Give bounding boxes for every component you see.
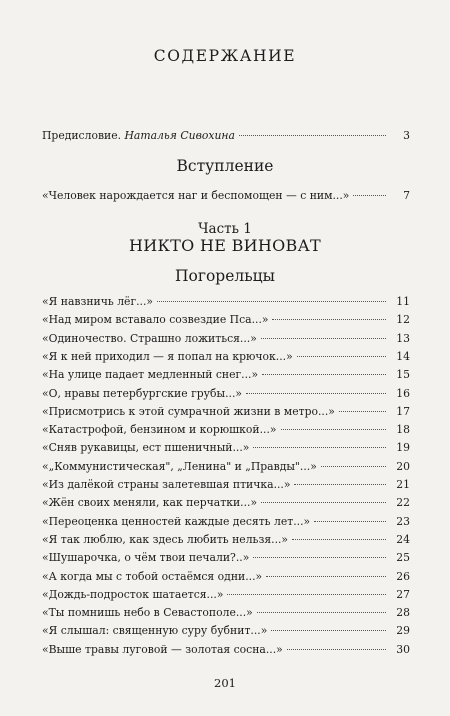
toc-page-number: 19	[396, 441, 410, 455]
toc-entry[interactable]	[42, 348, 410, 366]
toc-entry-title: «Над миром вставало созвездие Пса...»	[42, 313, 269, 327]
dot-leader	[281, 429, 386, 430]
toc-entry-title: «Дождь-подросток шатается...»	[42, 587, 224, 601]
dot-leader	[297, 356, 386, 357]
dot-leader	[287, 649, 386, 650]
toc-page-number: 16	[396, 386, 410, 400]
preface-author: Наталья Сивохина	[124, 129, 235, 142]
toc-entry-title: «Жён своих меняли, как перчатки...»	[42, 496, 258, 510]
page-number: 201	[214, 676, 236, 690]
dot-leader	[314, 521, 386, 522]
toc-entry-title: «Я так люблю, как здесь любить нельзя...»	[42, 532, 289, 546]
dot-leader	[157, 301, 386, 302]
toc-entry-title: «„Коммунистическая", „Ленина" и „Правды"...»	[42, 459, 317, 473]
toc-entry[interactable]	[42, 293, 410, 311]
toc-page-number: 7	[403, 189, 410, 202]
dot-leader	[246, 393, 386, 394]
dot-leader	[294, 484, 386, 485]
toc-entry-title: «О, нравы петербургские грубы...»	[42, 386, 242, 400]
toc-page-number: 23	[396, 514, 410, 528]
toc-entry-title: «Катастрофой, бензином и корюшкой...»	[42, 423, 277, 437]
toc-entry-preface[interactable]	[42, 127, 410, 145]
toc-entry[interactable]	[42, 586, 410, 604]
toc-entry-title: «Человек нарождается наг и беспомощен — с ним...»	[42, 189, 350, 202]
toc-page-number: 25	[396, 551, 410, 565]
toc-entry[interactable]	[42, 549, 410, 567]
dot-leader	[227, 594, 386, 595]
toc-entry-title: «Я навзничь лёг...»	[42, 295, 154, 308]
toc-page-number: 28	[396, 606, 410, 620]
toc-entry[interactable]	[42, 330, 410, 348]
toc-page-number: 27	[396, 587, 410, 601]
dot-leader	[262, 374, 386, 375]
toc-entry[interactable]	[42, 641, 410, 659]
toc-page-number: 22	[396, 496, 410, 510]
intro-heading: Вступление	[176, 157, 274, 175]
toc-entry-title: «Одиночество. Страшно ложиться...»	[42, 331, 257, 345]
dot-leader	[292, 539, 386, 540]
toc-entry[interactable]	[42, 476, 410, 494]
toc-entry[interactable]	[42, 421, 410, 439]
contents-heading: СОДЕРЖАНИЕ	[153, 47, 297, 65]
toc-entry-intro[interactable]	[42, 187, 410, 205]
toc-entry[interactable]	[42, 513, 410, 531]
dot-leader	[321, 466, 386, 467]
dot-leader	[339, 411, 386, 412]
toc-entry-title: «Я слышал: священную суру бубнит...»	[42, 624, 268, 638]
toc-page-number: 11	[396, 295, 410, 308]
part-title: НИКТО НЕ ВИНОВАТ	[128, 236, 321, 255]
toc-entry-title	[42, 127, 235, 145]
toc-entry[interactable]	[42, 531, 410, 549]
toc-entry[interactable]	[42, 311, 410, 329]
toc-entry[interactable]	[42, 385, 410, 403]
toc-entry-title: «Шушарочка, о чём твои печали?..»	[42, 551, 250, 565]
toc-entry-title: «Выше травы луговой — золотая сосна...»	[42, 642, 283, 656]
toc-page-number: 30	[396, 642, 410, 656]
toc-page-number: 24	[396, 532, 410, 546]
toc-page-number: 29	[396, 624, 410, 638]
dot-leader	[239, 135, 386, 136]
dot-leader	[261, 338, 386, 339]
toc-page-number: 17	[396, 404, 410, 418]
toc-entry-title: «Я к ней приходил — я попал на крючок...»	[42, 349, 293, 363]
toc-entry-title: «Присмотрись к этой сумрачной жизни в метро...»	[42, 404, 335, 418]
toc-entry-title: «Сняв рукавицы, ест пшеничный...»	[42, 441, 250, 455]
toc-entry-title: «Ты помнишь небо в Севастополе...»	[42, 606, 253, 620]
dot-leader	[257, 612, 386, 613]
toc-entry[interactable]	[42, 568, 410, 586]
dot-leader	[271, 630, 386, 631]
toc-entry[interactable]	[42, 494, 410, 512]
toc-page-number: 21	[396, 478, 410, 491]
preface-label: Предисловие.	[42, 129, 122, 142]
toc-page-number: 15	[396, 368, 410, 382]
toc-page-number: 20	[396, 459, 410, 473]
toc-entry-title: «Переоценка ценностей каждые десять лет...»	[42, 514, 311, 528]
toc-page-number: 3	[403, 129, 410, 142]
toc-entry[interactable]	[42, 439, 410, 457]
section-heading: Погорельцы	[175, 267, 275, 285]
dot-leader	[353, 195, 386, 196]
dot-leader	[253, 557, 386, 558]
toc-entry[interactable]	[42, 604, 410, 622]
toc-entry[interactable]	[42, 458, 410, 476]
dot-leader	[261, 502, 386, 503]
toc-page-number: 18	[396, 423, 410, 437]
dot-leader	[272, 319, 386, 320]
toc-entry-title: «А когда мы с тобой остаёмся одни...»	[42, 569, 263, 583]
toc-entry[interactable]	[42, 622, 410, 640]
dot-leader	[253, 447, 386, 448]
toc-entry[interactable]	[42, 403, 410, 421]
toc-entry-title: «Из далёкой страны залетевшая птичка...»	[42, 478, 291, 491]
toc-page-number: 12	[396, 313, 410, 327]
toc-entry[interactable]	[42, 366, 410, 384]
part-label: Часть 1	[198, 221, 252, 237]
toc-entry-title: «На улице падает медленный снег...»	[42, 368, 259, 382]
toc-page-number: 14	[396, 349, 410, 363]
toc-page-number: 13	[396, 331, 410, 345]
dot-leader	[266, 576, 386, 577]
toc-page-number: 26	[396, 569, 410, 583]
